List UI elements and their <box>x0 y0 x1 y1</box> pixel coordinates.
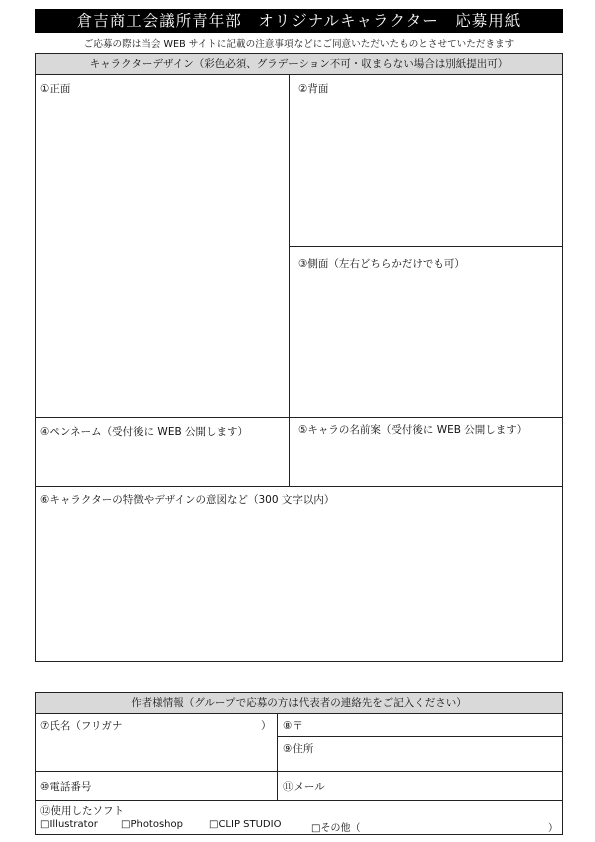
form-title: 倉吉商工会議所青年部 オリジナルキャラクター 応募用紙 <box>35 9 563 33</box>
phone-label: ⑩電話番号 <box>40 781 92 793</box>
software-row-top-line <box>35 800 563 801</box>
name-label: ⑦氏名（フリガナ <box>40 720 123 732</box>
email-label: ⑪メール <box>283 781 325 793</box>
postal-code-label: ⑧〒 <box>283 720 303 732</box>
name-field[interactable] <box>36 730 276 770</box>
postal-code-field[interactable] <box>300 714 562 736</box>
consent-notice: ご応募の際は当会 WEB サイトに記載の注意事項などにご同意いただいたものとさせていただきます <box>83 39 515 50</box>
phone-field[interactable] <box>95 772 276 800</box>
description-field[interactable] <box>36 487 562 661</box>
software-other-field[interactable] <box>370 816 545 832</box>
address-label: ⑨住所 <box>283 743 314 755</box>
side-view-label: ③側面（左右どちらかだけでも可） <box>298 258 465 270</box>
back-view-drawing-area[interactable] <box>290 75 562 246</box>
front-view-label: ①正面 <box>40 83 71 95</box>
penname-label: ④ペンネーム（受付後に WEB 公開します） <box>40 426 248 438</box>
author-section-header: 作者様情報（グループで応募の方は代表者の連絡先をご記入ください） <box>35 692 563 714</box>
character-name-label: ⑤キャラの名前案（受付後に WEB 公開します） <box>298 424 528 436</box>
back-view-label: ②背面 <box>298 83 329 95</box>
software-option-clip-studio[interactable]: □CLIP STUDIO <box>209 819 282 830</box>
software-option-photoshop[interactable]: □Photoshop <box>121 819 183 830</box>
software-label: ⑫使用したソフト <box>40 805 124 817</box>
software-other-close-paren: ） <box>548 823 558 834</box>
postal-address-divider <box>277 736 563 737</box>
description-label: ⑥キャラクターの特徴やデザインの意図など（300 文字以内） <box>40 494 335 506</box>
name-close-paren: ） <box>261 720 272 732</box>
address-field[interactable] <box>278 755 562 771</box>
software-option-illustrator[interactable]: □Illustrator <box>40 819 98 830</box>
email-field[interactable] <box>330 772 562 800</box>
software-option-other[interactable]: □その他（ <box>311 823 361 834</box>
design-section-header: キャラクターデザイン（彩色必須、グラデーション不可・収まらない場合は別紙提出可） <box>35 53 563 75</box>
side-view-drawing-area[interactable] <box>290 247 562 417</box>
front-view-drawing-area[interactable] <box>36 75 289 417</box>
